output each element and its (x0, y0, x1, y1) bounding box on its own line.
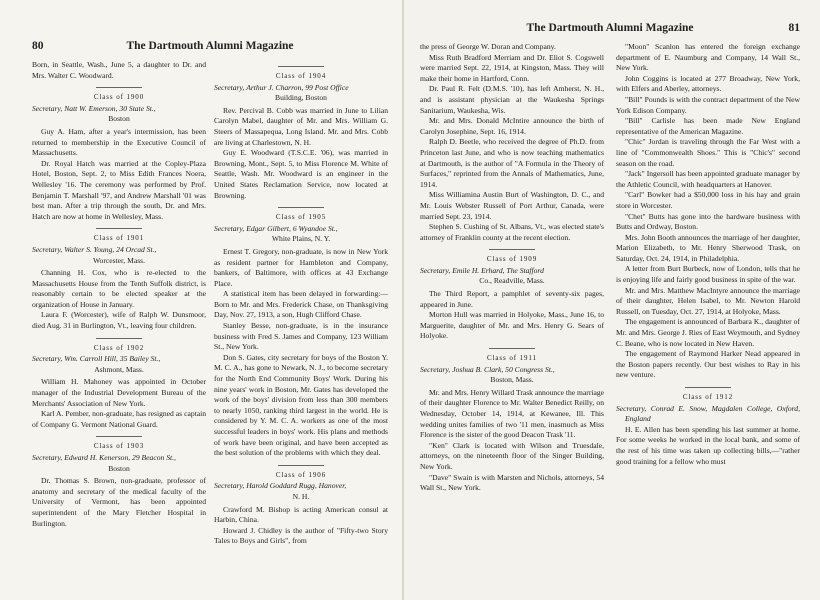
right-page-number: 81 (788, 22, 800, 34)
secretary-label: Secretary, (214, 82, 245, 92)
left-page-number: 80 (32, 40, 44, 52)
news-item: The engagement is announced of Barbara K., daughter of Mr. and Mrs. George J. Ries of East Weymouth, and Sydney C. Beane, who is now located in New Haven. (616, 317, 800, 348)
secretary-name: Edgar Gilbert, 6 Wyandoe St., (246, 223, 338, 233)
secretary-name: Harold Goddard Rugg, Hanover, (246, 481, 347, 491)
news-item: "Carl" Bowker had a $50,000 loss in his hay and grain store in Worcester. (616, 190, 800, 210)
secretary-address: N. H. (292, 491, 310, 501)
news-item: The Third Report, a pamphlet of seventy-six pages, appeared in June. (420, 289, 604, 309)
left-page (0, 0, 402, 600)
news-item: Don S. Gates, city secretary for boys of the Boston Y. M. C. A., has gone to Newark, N. J., to become secretary for the North End Community Boys' Work. During his nine years' work in Boston, Mr. Gates has developed the work of the boys' division from less than 300 members to nearly 1050, ranking third largest in the world. He is considered by Y. M. C. A. workers as one of the most successful leaders in boys' work. His plans and methods of work have been original, and have been accepted as the best solution of the problems with which they deal. (214, 352, 388, 458)
secretary-name: Joshua B. Clark, 50 Congress St., (452, 364, 555, 374)
right-page (404, 0, 820, 600)
right-page-columns (420, 42, 800, 494)
news-item: "Moon" Scanlon has entered the foreign exchange department of E. Naumburg and Company, 14 Wall St., New York. (616, 42, 800, 73)
section-divider (685, 387, 731, 388)
secretary-line (420, 266, 604, 277)
class-heading: Class of 1902 (93, 343, 145, 352)
secretary-line (214, 224, 388, 235)
news-item: "Bill" Pounds is with the contract department of the New York Edison Company. (616, 94, 800, 115)
news-item: Guy A. Ham, after a year's intermission, has been returned to membership in the Executive Council of Massachusetts. (32, 126, 206, 158)
news-item: Mr. and Mrs. Henry Willard Trask announce the marriage of their daughter Florence to Mr. Walter Benedict Reilly, on Wednesday, October 14, 1914, at Kewanee, Ill. This wedding unites families of two '11 men, inasmuch as Miss Florence is the sister of the good Deacon Trask '11. (420, 387, 605, 440)
secretary-address: Worcester, Mass. (92, 255, 145, 265)
news-item: John Coggins is located at 277 Broadway, New York, with Elfers and Aberley, attorneys. (616, 73, 800, 94)
news-item: Dr. Thomas S. Brown, non-graduate, professor of anatomy and secretary of the medical faculty of the University of Vermont, has been appointed superintendent of the Mary Fletcher Hospital in Burlington. (32, 476, 206, 528)
class-heading: Class of 1901 (93, 234, 145, 243)
news-item: Ernest T. Gregory, non-graduate, is now in New York as resident partner for Hambleton and Company, bankers, of Baltimore, with offices at 43 Exchange Place. (214, 246, 388, 288)
secretary-label: Secretary, (32, 244, 63, 254)
section-divider (278, 66, 324, 67)
left-page-columns (32, 60, 388, 547)
news-item: "Chet" Butts has gone into the hardware business with Butts and Ordway, Boston. (616, 211, 800, 232)
class-heading: Class of 1909 (486, 255, 538, 264)
secretary-line (616, 404, 800, 425)
news-item: Morton Hull was married in Holyoke, Mass., June 16, to Marguerite, daughter of Mr. and Mrs. Henry G. Sears of Holyoke. (420, 310, 604, 341)
news-item: "Jack" Ingersoll has been appointed graduate manager by the Athletic Council, with headquarters at Hanover. (616, 169, 800, 189)
class-heading: Class of 1905 (275, 213, 327, 222)
section-divider (489, 348, 535, 349)
secretary-address: Boston, Mass. (490, 375, 534, 385)
secretary-address: Boston (108, 463, 130, 473)
section-divider (96, 436, 142, 437)
class-heading: Class of 1911 (487, 354, 537, 363)
class-heading: Class of 1903 (93, 442, 145, 451)
news-item: Dr. Royal Hatch was married at the Copley-Plaza Hotel, Boston, Sept. 2, to Miss Edith Frances Noera, Wellesley '16. The ceremony was performed by Prof. Benjamin T. Marshall '97, and Andrew Marshall '01 was best man. After a trip through the south, Dr. and Mrs. Hatch are now at home in Wellesley, Mass. (32, 158, 206, 221)
secretary-line (32, 354, 206, 365)
news-item: Mrs. John Booth announces the marriage of her daughter, Marion Elizabeth, to Mr. Henry Sherwood Trask, on Saturday, Oct. 24, 1914, in Philadelphia. (616, 232, 800, 263)
news-item: Stephen S. Cushing of St. Albans, Vt., was elected state's attorney of Franklin county at the recent election. (420, 222, 604, 242)
right-running-head (420, 22, 800, 36)
secretary-name: Wm. Carroll Hill, 35 Bailey St., (64, 354, 161, 364)
class-heading: Class of 1906 (275, 470, 327, 479)
secretary-address: White Plains, N. Y. (271, 234, 331, 244)
left-running-head (32, 40, 388, 54)
secretary-name: Natt W. Emerson, 30 State St., (64, 103, 156, 113)
news-item: Laura F. (Worcester), wife of Ralph W. Dunsmoor, died Aug. 31 in Burlington, Vt., leaving four children. (32, 310, 206, 331)
secretary-address: Co., Readville, Mass. (479, 276, 545, 286)
secretary-label: Secretary, (32, 103, 63, 113)
class-heading: Class of 1904 (275, 72, 327, 80)
news-item: Mr. and Mrs. Donald McIntire announce the birth of Carolyn Josephine, Sept. 16, 1914. (420, 116, 604, 136)
secretary-label: Secretary, (214, 223, 245, 233)
news-item: Dr. Paul R. Felt (D.M.S. '10), has left Amherst, N. H., and is assistant physician at the Waukesha Springs Sanitarium, Waukesha, Wis. (420, 84, 604, 115)
class-heading: Class of 1900 (93, 93, 145, 102)
right-running-title: The Dartmouth Alumni Magazine (526, 22, 694, 34)
news-item: Guy E. Woodward (T.S.C.E. '06), was married in Browning, Mont., Sept. 5, to Miss Florence M. White of Seattle, Wash. Mr. Woodward is an engineer in the United States Reclamation Service, now located at Browning. (214, 148, 388, 200)
secretary-address: Ashmont, Mass. (94, 364, 144, 374)
right-column-2 (616, 42, 800, 494)
secretary-line (420, 365, 604, 376)
news-item: A letter from Burt Burbeck, now of London, tells that he is enjoying life and fairly good business in spite of the war. (616, 264, 800, 285)
news-item: Karl A. Pember, non-graduate, has resigned as captain of Company G. Vermont National Guard. (32, 409, 206, 429)
section-divider (278, 207, 324, 208)
news-item: Born, in Seattle, Wash., June 5, a daughter to Dr. and Mrs. Walter C. Woodward. (32, 60, 206, 80)
secretary-line (214, 481, 388, 492)
news-item: Miss Ruth Bradford Merriam and Dr. Eliot S. Cogswell were married Sept. 22, 1914, at Kingston, Mass. They will make their home in Hartford, Conn. (420, 52, 604, 83)
secretary-name: Edward H. Kenerson, 29 Beacon St., (64, 453, 176, 462)
news-item: the press of George W. Doran and Company. (420, 42, 556, 51)
secretary-name: Walter S. Young, 24 Orcad St., (64, 244, 157, 254)
left-column-2 (214, 60, 388, 547)
section-divider (278, 465, 324, 466)
secretary-name: Arthur J. Charron, 99 Post Office (246, 82, 349, 92)
section-divider (96, 87, 142, 88)
secretary-label: Secretary, (32, 453, 63, 462)
news-item: Channing H. Cox, who is re-elected to the Massachusetts House from the Tenth Suffolk district, is reasonably certain to be elected speaker at the organization of House in January. (32, 268, 206, 309)
section-divider (96, 228, 142, 229)
secretary-label: Secretary, (32, 354, 63, 364)
news-item: "Chic" Jordan is traveling through the Far West with a line of "Commonwealth Shoes." This is "Chic's" second season on the road. (616, 137, 800, 168)
news-item: Mr. and Mrs. Matthew MacIntyre announce the marriage of their daughter, Helen Isabel, to Mr. Newton Harold Russell, on Tuesday, Oct. 27, 1914, at Holyoke, Mass. (616, 285, 800, 316)
news-item: "Ken" Clark is located with Wilson and Truesdale, attorneys, on the nineteenth floor of the Singer Building, New York. (420, 440, 604, 471)
secretary-label: Secretary, (616, 403, 647, 413)
news-item: William H. Mahoney was appointed in October manager of the Industrial Development Bureau of the Merchants' Association of New York. (32, 377, 206, 408)
news-item: "Dave" Swain is with Marsten and Nichols, attorneys, 54 Wall St., New York. (420, 472, 604, 493)
secretary-line (32, 245, 206, 256)
section-divider (96, 338, 142, 339)
secretary-line (214, 83, 388, 94)
secretary-label: Secretary, (214, 481, 245, 491)
news-item: Rev. Percival B. Cobb was married in June to Lilian Carolyn Mabel, daughter of Mr. and Mrs. William G. Steers of Massapequa, Long Island. Mr. and Mrs. Cobb are living at Charlestown, N. H. (214, 105, 388, 147)
secretary-name: Conrad E. Snow, Magdalen College, Oxford, England (625, 403, 800, 424)
news-item: Miss Williamina Austin Burt of Washington, D. C., and Mr. Louis Webster Russell of Port Arthur, Canada, were married Sept. 23, 1914. (420, 190, 604, 221)
secretary-line (32, 104, 206, 115)
news-item: The engagement of Raymond Harker Nead appeared in the Boston papers recently. Our best wishes to Ray in his new venture. (616, 349, 800, 380)
secretary-label: Secretary, (420, 265, 451, 275)
left-running-title: The Dartmouth Alumni Magazine (126, 40, 294, 52)
news-item: Stanley Besse, non-graduate, is in the insurance business with Fred S. James and Company, 123 William St., New York. (214, 321, 388, 352)
news-item: H. E. Allen has been spending his last summer at home. For some weeks he worked in the local bank, and some of the rest of his time was taken up collecting bills,—"rather good training for a fellow who must (616, 424, 800, 466)
news-item: Crawford M. Bishop is acting American consul at Harbin, China. (214, 504, 388, 525)
section-divider (489, 249, 535, 250)
news-item: Howard J. Chidley is the author of "Fifty-two Story Tales to Boys and Girls", from (214, 525, 388, 546)
right-column-1 (420, 42, 604, 494)
secretary-name: Emile H. Erhard, The Stafford (452, 265, 544, 275)
left-column-1 (32, 60, 206, 547)
news-item: "Bill" Carlisle has been made New England representative of the American Magazine. (616, 116, 800, 136)
secretary-address: Building, Boston (275, 93, 327, 103)
secretary-line (32, 453, 206, 464)
news-item: Ralph D. Beetle, who received the degree of Ph.D. from Princeton last June, and who is now teaching mathematics at Dartmouth, is the author of "A Formula in the Theory of Surfaces," reprinted from the Annals of Mathematics, June, 1914. (420, 137, 604, 189)
news-item: A statistical item has been delayed in forwarding:—Born to Mr. and Mrs. Frederick Chase, on Thanksgiving Day, Nov. 27, 1913, a son, Hugh Clifford Chase. (214, 289, 388, 320)
secretary-address: Boston (108, 114, 130, 124)
class-heading: Class of 1912 (682, 393, 734, 401)
secretary-label: Secretary, (420, 364, 451, 374)
